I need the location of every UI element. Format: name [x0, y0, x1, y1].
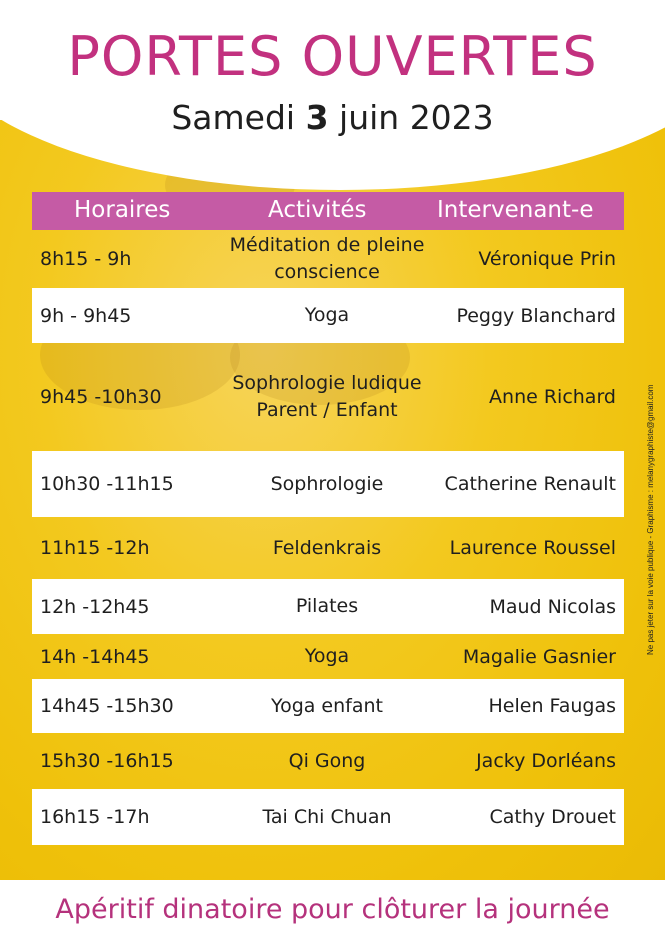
row-speaker: Laurence Roussel: [449, 537, 616, 559]
row-activity: Feldenkrais: [272, 536, 382, 559]
row-activity: Yoga: [304, 304, 350, 326]
table-header: [32, 192, 624, 230]
row-time: 9h45 -10h30: [40, 386, 162, 408]
footer-text: Apéritif dinatoire pour clôturer la journée: [55, 894, 610, 925]
row-speaker: Anne Richard: [489, 386, 616, 408]
table-row: [32, 343, 624, 451]
row-time: 15h30 -16h15: [40, 750, 174, 772]
row-time: 16h15 -17h: [40, 806, 150, 828]
row-time: 9h - 9h45: [40, 304, 132, 327]
table-row: [32, 230, 624, 288]
row-activity: Pilates: [295, 595, 359, 617]
row-activity: Sophrologie ludique Parent / Enfant: [232, 372, 422, 421]
side-credit-note: Ne pas jeter sur la voie publique - Graphisme : melanygraphiste@gmail.com: [646, 384, 655, 656]
table-row: [32, 634, 624, 679]
row-activity: Sophrologie: [270, 472, 384, 495]
row-speaker: Helen Faugas: [488, 695, 616, 717]
row-time: 10h30 -11h15: [40, 473, 174, 495]
header-horaires: Horaires: [74, 197, 171, 223]
table-row: [32, 733, 624, 789]
row-speaker: Cathy Drouet: [489, 806, 616, 828]
row-speaker: Véronique Prin: [478, 248, 616, 270]
row-activity: Qi Gong: [288, 749, 366, 772]
row-speaker: Jacky Dorléans: [476, 750, 616, 772]
date-number: 3: [305, 98, 329, 137]
row-speaker: Magalie Gasnier: [462, 645, 616, 668]
row-time: 14h -14h45: [40, 645, 150, 668]
row-activity: Tai Chi Chuan: [262, 805, 392, 828]
date-month-year: juin 2023: [339, 98, 494, 137]
row-time: 8h15 - 9h: [40, 248, 132, 270]
row-activity: Yoga: [304, 645, 350, 667]
row-speaker: Catherine Renault: [444, 473, 616, 495]
table-row: [32, 679, 624, 733]
row-speaker: Peggy Blanchard: [456, 304, 616, 327]
row-speaker: Maud Nicolas: [489, 595, 616, 618]
event-date: [0, 96, 665, 140]
table-row: [32, 789, 624, 845]
row-time: 14h45 -15h30: [40, 695, 174, 717]
date-day: Samedi: [171, 98, 296, 137]
row-time: 12h -12h45: [40, 595, 150, 618]
header-intervenant: Intervenant-e: [437, 197, 594, 223]
table-row: [32, 288, 624, 343]
table-row: [32, 451, 624, 517]
row-activity: Yoga enfant: [270, 694, 383, 717]
page-title: PORTES OUVERTES: [67, 25, 598, 88]
table-row: [32, 517, 624, 579]
row-activity: Méditation de pleine conscience: [229, 234, 425, 283]
table-row: [32, 579, 624, 634]
header-activites: Activités: [268, 197, 367, 223]
row-time: 11h15 -12h: [40, 537, 150, 559]
